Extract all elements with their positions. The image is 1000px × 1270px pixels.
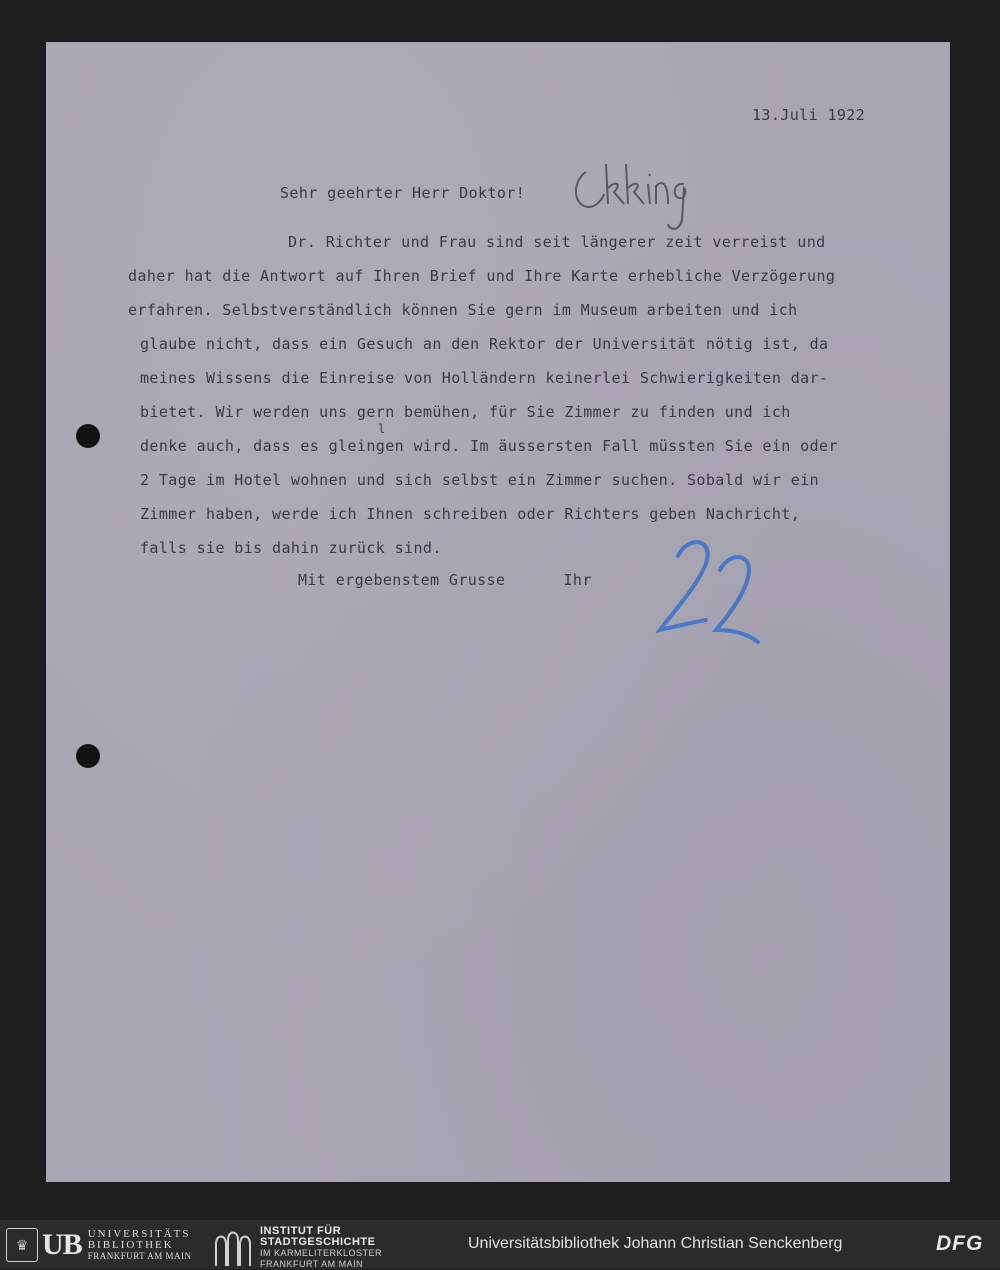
arches-icon — [214, 1230, 252, 1266]
isg-line2: STADTGESCHICHTE — [260, 1236, 376, 1248]
ub-line1: UNIVERSITÄTS — [87, 1227, 191, 1240]
handwritten-annotation — [568, 150, 698, 240]
punch-hole-bottom — [76, 744, 100, 768]
isg-line3: IM KARMELITERKLOSTER — [260, 1248, 383, 1258]
punch-hole-top — [76, 424, 100, 448]
letter-date: 13.Juli 1922 — [752, 106, 866, 124]
footer-library-name[interactable]: Universitätsbibliothek Johann Christian Senckenberg — [468, 1235, 843, 1252]
letter-page — [46, 42, 950, 1182]
body-line-4: glaube nicht, dass ein Gesuch an den Rektor der Universität nötig ist, da — [140, 335, 829, 353]
closing-text: Mit ergebenstem Grusse — [298, 571, 506, 589]
body-line-5: meines Wissens die Einreise von Holländern keinerlei Schwierigkeiten dar- — [140, 369, 829, 387]
signature-initials-text: 22 — [650, 530, 652, 531]
ub-line3: FRANKFURT AM MAIN — [87, 1250, 192, 1261]
closing-signature-word: Ihr — [563, 571, 592, 589]
body-line-10: falls sie bis dahin zurück sind. — [140, 539, 442, 557]
body-line-9: Zimmer haben, werde ich Ihnen schreiben oder Richters geben Nachricht, — [140, 505, 801, 523]
ub-mark: UB — [42, 1228, 82, 1261]
signature-initials — [650, 530, 770, 658]
insert-mark: l — [378, 422, 386, 436]
isg-line1: INSTITUT FÜR — [260, 1225, 342, 1237]
ub-seal-icon: ♛ — [6, 1228, 38, 1262]
isg-line4: FRANKFURT AM MAIN — [260, 1259, 364, 1269]
body-line-1: Dr. Richter und Frau sind seit längerer zeit verreist und — [288, 233, 826, 251]
dfg-logo[interactable]: DFG — [936, 1232, 984, 1255]
body-line-2: daher hat die Antwort auf Ihren Brief und Ihre Karte erhebliche Verzögerung — [128, 267, 836, 285]
body-line-7: denke auch, dass es gleingen wird. Im äussersten Fall müssten Sie ein oder — [140, 437, 838, 455]
footer-bar — [0, 1220, 1000, 1269]
letter-salutation: Sehr geehrter Herr Doktor! — [280, 184, 526, 202]
isg-text — [260, 1226, 382, 1270]
body-line-3: erfahren. Selbstverständlich können Sie gern im Museum arbeiten und ich — [128, 301, 798, 319]
ub-line2: BIBLIOTHEK — [87, 1238, 174, 1251]
body-line-6: bietet. Wir werden uns gern bemühen, für Sie Zimmer zu finden und ich — [140, 403, 791, 421]
handwritten-annotation-text: Ckking — [568, 150, 572, 151]
body-line-8: 2 Tage im Hotel wohnen und sich selbst ein Zimmer suchen. Sobald wir ein — [140, 471, 820, 489]
ub-text — [88, 1229, 192, 1262]
letter-closing — [298, 571, 592, 589]
ub-logo[interactable] — [6, 1228, 192, 1262]
isg-logo[interactable] — [214, 1226, 382, 1270]
